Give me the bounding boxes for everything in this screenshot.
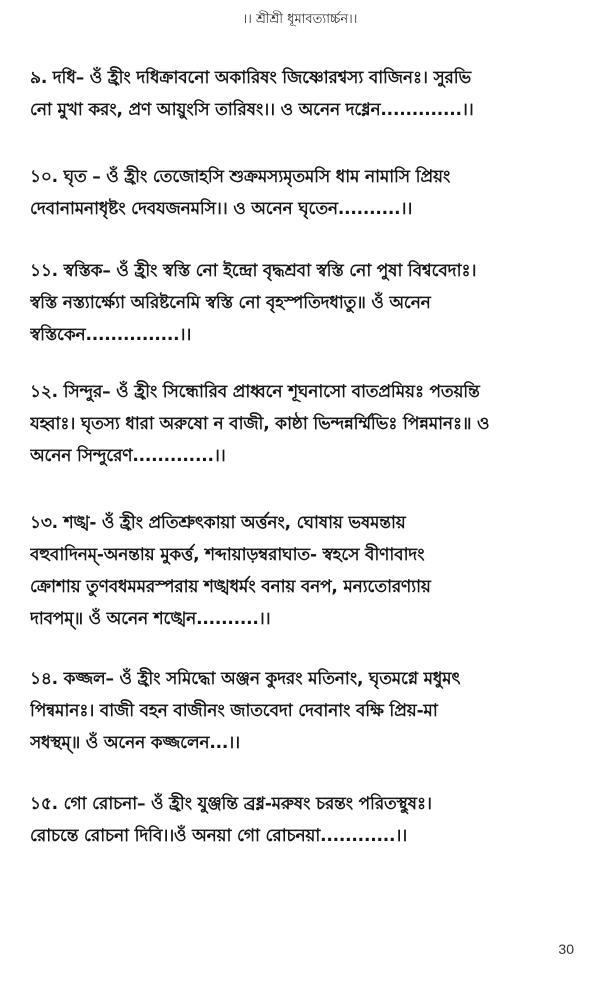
verse-line: ১৩. শঙ্খ- ওঁ হ্রীং প্রতিশ্রুৎকায়া অর্ত্তনং, ঘোষায় ভষমন্তায়	[30, 513, 406, 533]
verse-ghrita	[30, 161, 578, 225]
verse-line: অনেন সিন্দুরেণ.............।।	[30, 446, 226, 466]
verse-gorochana	[30, 788, 578, 852]
verse-line: স্বস্তিকেন...............।।	[30, 325, 192, 345]
verse-line: নো মুখা করং, প্রণ আয়ুংসি তারিষং।। ও অনেন দধ্নেন.............।।	[30, 100, 474, 120]
verse-line: ক্রোশায় তুণবধমমরস্পরায় শঙ্খধর্মং বনায় বনপ, মন্যতোরণ্যায়	[30, 577, 431, 597]
verse-line: ১২. সিন্দুর– ওঁ হ্রীং সিন্ধোরিব প্রাধ্বনে শূঘনাসো বাতপ্রমিয়ঃ পতয়ন্তি	[30, 382, 480, 402]
verse-line: ৯. দধি– ওঁ হ্রীং দধিক্রাবনো অকারিষং জিষ্ণোরশ্বস্য বাজিনঃ। সুরভি	[30, 68, 472, 88]
verse-line: ১১. স্বস্তিক– ওঁ হ্রীং স্বস্তি নো ইন্দ্রো বৃদ্ধশ্রবা স্বস্তি নো পুষা বিশ্ববেদাঃ।	[30, 261, 477, 281]
verse-kajjal	[30, 663, 578, 759]
verse-dadhi	[30, 62, 578, 126]
verse-swastik	[30, 255, 578, 351]
verse-line: ১০. ঘৃত – ওঁ হ্রীং তেজোহসি শুক্রমস্যমৃতমসি ধাম নামাসি প্রিয়ং	[30, 167, 451, 187]
verse-line: পিন্বমানঃ। বাজী বহন বাজীনং জাতবেদা দেবানাং বক্ষি প্রিয়-মা	[30, 701, 438, 721]
page-number: 30	[558, 941, 574, 957]
verse-sindur	[30, 376, 578, 472]
verse-shankha	[30, 507, 578, 635]
verse-line: যহ্বাঃ। ঘৃতস্য ধারা অরুষো ন বাজী, কাষ্ঠা ভিন্দন্নর্ম্মিভিঃ পিন্নমানঃ॥ ও	[30, 414, 490, 434]
verse-line: রোচন্তে রোচনা দিবি।।ওঁ অনয়া গো রোচনয়া............।।	[30, 826, 407, 846]
verse-line: ১৪. কজ্জল– ওঁ হ্রীং সমিদ্ধো অঞ্জন কুদরং মতিনাং, ঘৃতমগ্নে মধুমৎ	[30, 669, 461, 689]
verse-line: দেবানামনাধৃষ্টং দেবযজনমসি।। ও অনেন ঘৃতেন..........।।	[30, 199, 413, 219]
verse-line: বহুবাদিনম্-অনন্তায় মুকর্ত্ত, শব্দায়াড়ম্বরাঘাত- স্বহসে বীণাবাদং	[30, 545, 425, 565]
verse-line: ১৫. গো রোচনা– ওঁ হ্রীং যুঞ্জন্তি ব্রধ্ন-মরুষং চরন্তং পরিতস্থুষঃ।	[30, 794, 432, 814]
verse-line: দাবপম্॥ ওঁ অনেন শঙ্খেন..........।।	[30, 609, 271, 629]
running-head: ।। শ্রীশ্রী ধূমাবত্যার্চ্চন।।	[242, 12, 358, 27]
verse-line: সধস্থম্॥ ওঁ অনেন কজ্জলেন...।।	[30, 733, 240, 753]
verse-line: স্বস্তি নস্ত্যার্ক্ষ্যো অরিষ্টনেমি স্বস্তি নো বৃহস্পতিদধাতু॥ ওঁ অনেন	[30, 293, 431, 313]
